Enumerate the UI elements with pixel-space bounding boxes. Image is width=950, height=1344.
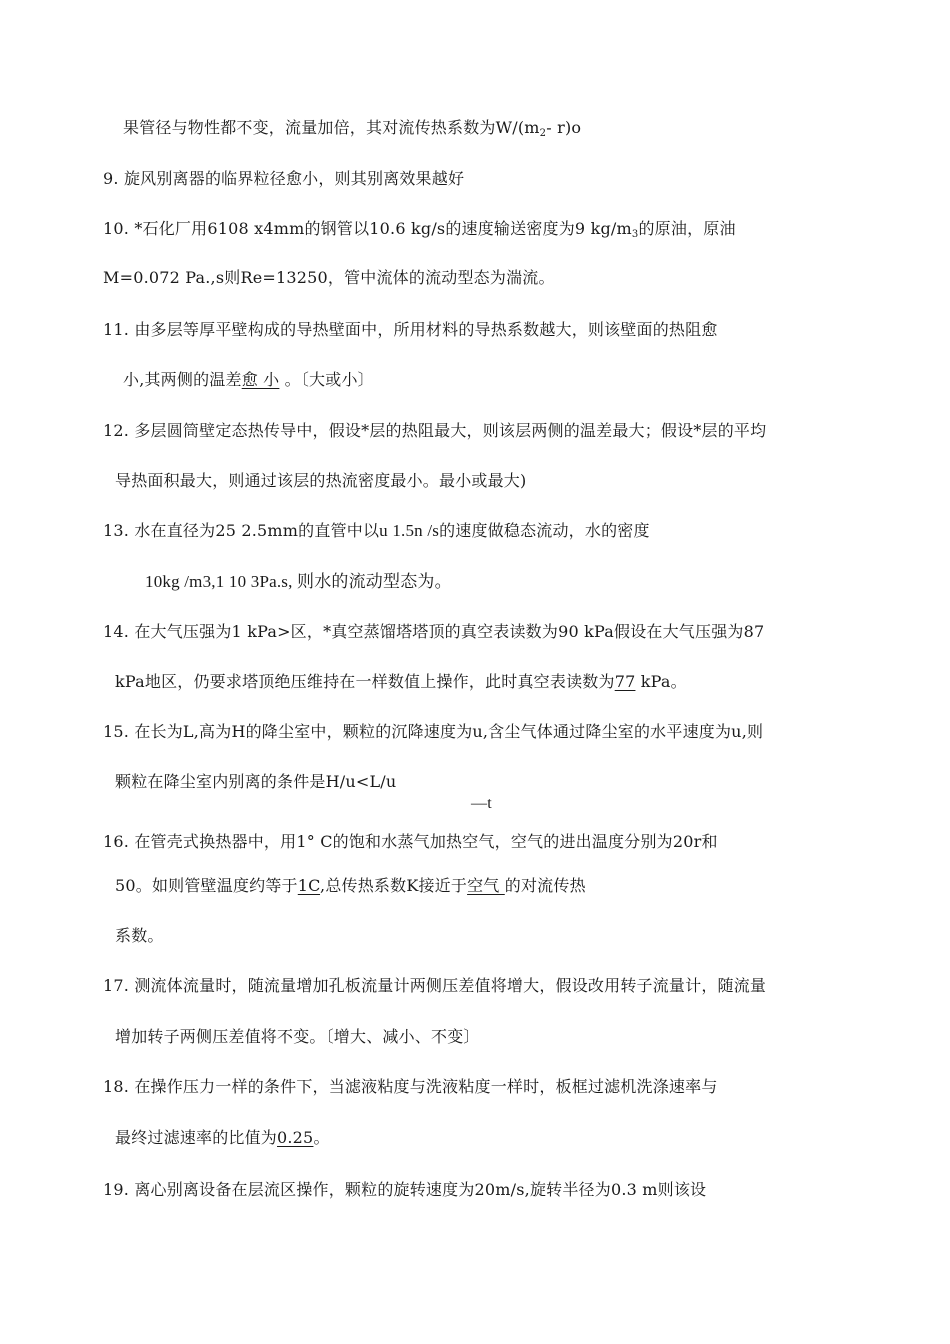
- text-line: [115, 1128, 330, 1148]
- question-19: 19. 离心别离设备在层流区操作，颗粒的旋转速度为20m/s,旋转半径为0.3 m则该设: [103, 1180, 707, 1199]
- text-segment: 的速度做稳态流动，水的密度: [439, 521, 650, 540]
- text-segment: ,总传热系数K接近于: [320, 876, 468, 895]
- question-11: 11. 由多层等厚平壁构成的导热壁面中，所用材料的导热系数越大，则该壁面的热阻愈: [103, 320, 718, 339]
- text-segment: 的原油，原油: [638, 219, 736, 238]
- text-line: 10kg /m3,1 10 3Pa.s, 则水的流动型态为。: [145, 572, 452, 591]
- text-line: 增加转子两侧压差值将不变。〔增大、减小、不变〕: [115, 1027, 480, 1046]
- question-18: 18. 在操作压力一样的条件下，当滤液粘度与洗液粘度一样时，板框过滤机洗涤速率与: [103, 1077, 718, 1096]
- text-line: M=0.072 Pa.,s则Re=13250，管中流体的流动型态为湍流。: [103, 268, 555, 287]
- text-line: [115, 672, 687, 692]
- question-14: 14. 在大气压强为1 kPa>区，*真空蒸馏塔塔顶的真空表读数为90 kPa假设在大气压强为87: [103, 622, 765, 641]
- text-segment: 的对流传热: [504, 876, 586, 895]
- question-15: 15. 在长为L,高为H的降尘室中，颗粒的沉降速度为u,含尘气体通过降尘室的水平速度为u,则: [103, 722, 764, 741]
- text-segment: 。: [313, 1128, 330, 1147]
- text-segment: 最终过滤速率的比值为: [115, 1128, 278, 1147]
- answer-blank: 1C: [297, 876, 321, 895]
- text-segment: 13. 水在直径为25 2.5mm的直管中以: [103, 521, 380, 540]
- text-segment: 小,其两侧的温差: [123, 370, 242, 389]
- question-16: 16. 在管壳式换热器中，用1° C的饱和水蒸气加热空气，空气的进出温度分别为20r和: [103, 832, 718, 851]
- answer-blank: 77: [614, 672, 636, 691]
- text-line: [123, 118, 581, 144]
- question-9: 9. 旋风别离器的临界粒径愈小，则其别离效果越好: [103, 169, 465, 188]
- question-12: 12. 多层圆筒壁定态热传导中，假设*层的热阻最大，则该层两侧的温差最大；假设*层的平均: [103, 421, 767, 440]
- answer-blank: 愈 小: [241, 370, 280, 389]
- text-line: [115, 876, 586, 896]
- text-line: [123, 370, 374, 390]
- text-segment: 。〔大或小〕: [279, 370, 374, 389]
- text-segment: 50。如则管壁温度约等于: [115, 876, 298, 895]
- question-13: [103, 521, 650, 541]
- text-line: 系数。: [115, 926, 164, 945]
- subscript: 3: [631, 229, 639, 240]
- text-segment: u 1.5n /s: [379, 521, 440, 540]
- subscript: 2: [539, 128, 547, 139]
- text-segment: kPa。: [635, 672, 687, 691]
- question-17: 17. 测流体流量时，随流量增加孔板流量计两侧压差值将增大，假设改用转子流量计，随流量: [103, 976, 767, 995]
- answer-blank: 0.25: [277, 1128, 314, 1147]
- text-segment: 果管径与物性都不变，流量加倍，其对流传热系数为W/(m: [123, 118, 540, 137]
- question-10: [103, 219, 736, 245]
- text-line: 颗粒在降尘室内别离的条件是H/u<L/u: [115, 772, 397, 791]
- text-segment: - r)o: [546, 118, 582, 137]
- text-segment: kPa地区，仍要求塔顶绝压维持在一样数值上操作，此时真空表读数为: [115, 672, 615, 691]
- text-line: 导热面积最大，则通过该层的热流密度最小。最小或最大): [115, 471, 527, 490]
- answer-blank: 空气: [467, 876, 505, 895]
- text-segment: 10. *石化厂用6108 x4mm的钢管以10.6 kg/s的速度输送密度为9 kg/m: [103, 219, 632, 238]
- subscript-note: —t: [471, 795, 492, 812]
